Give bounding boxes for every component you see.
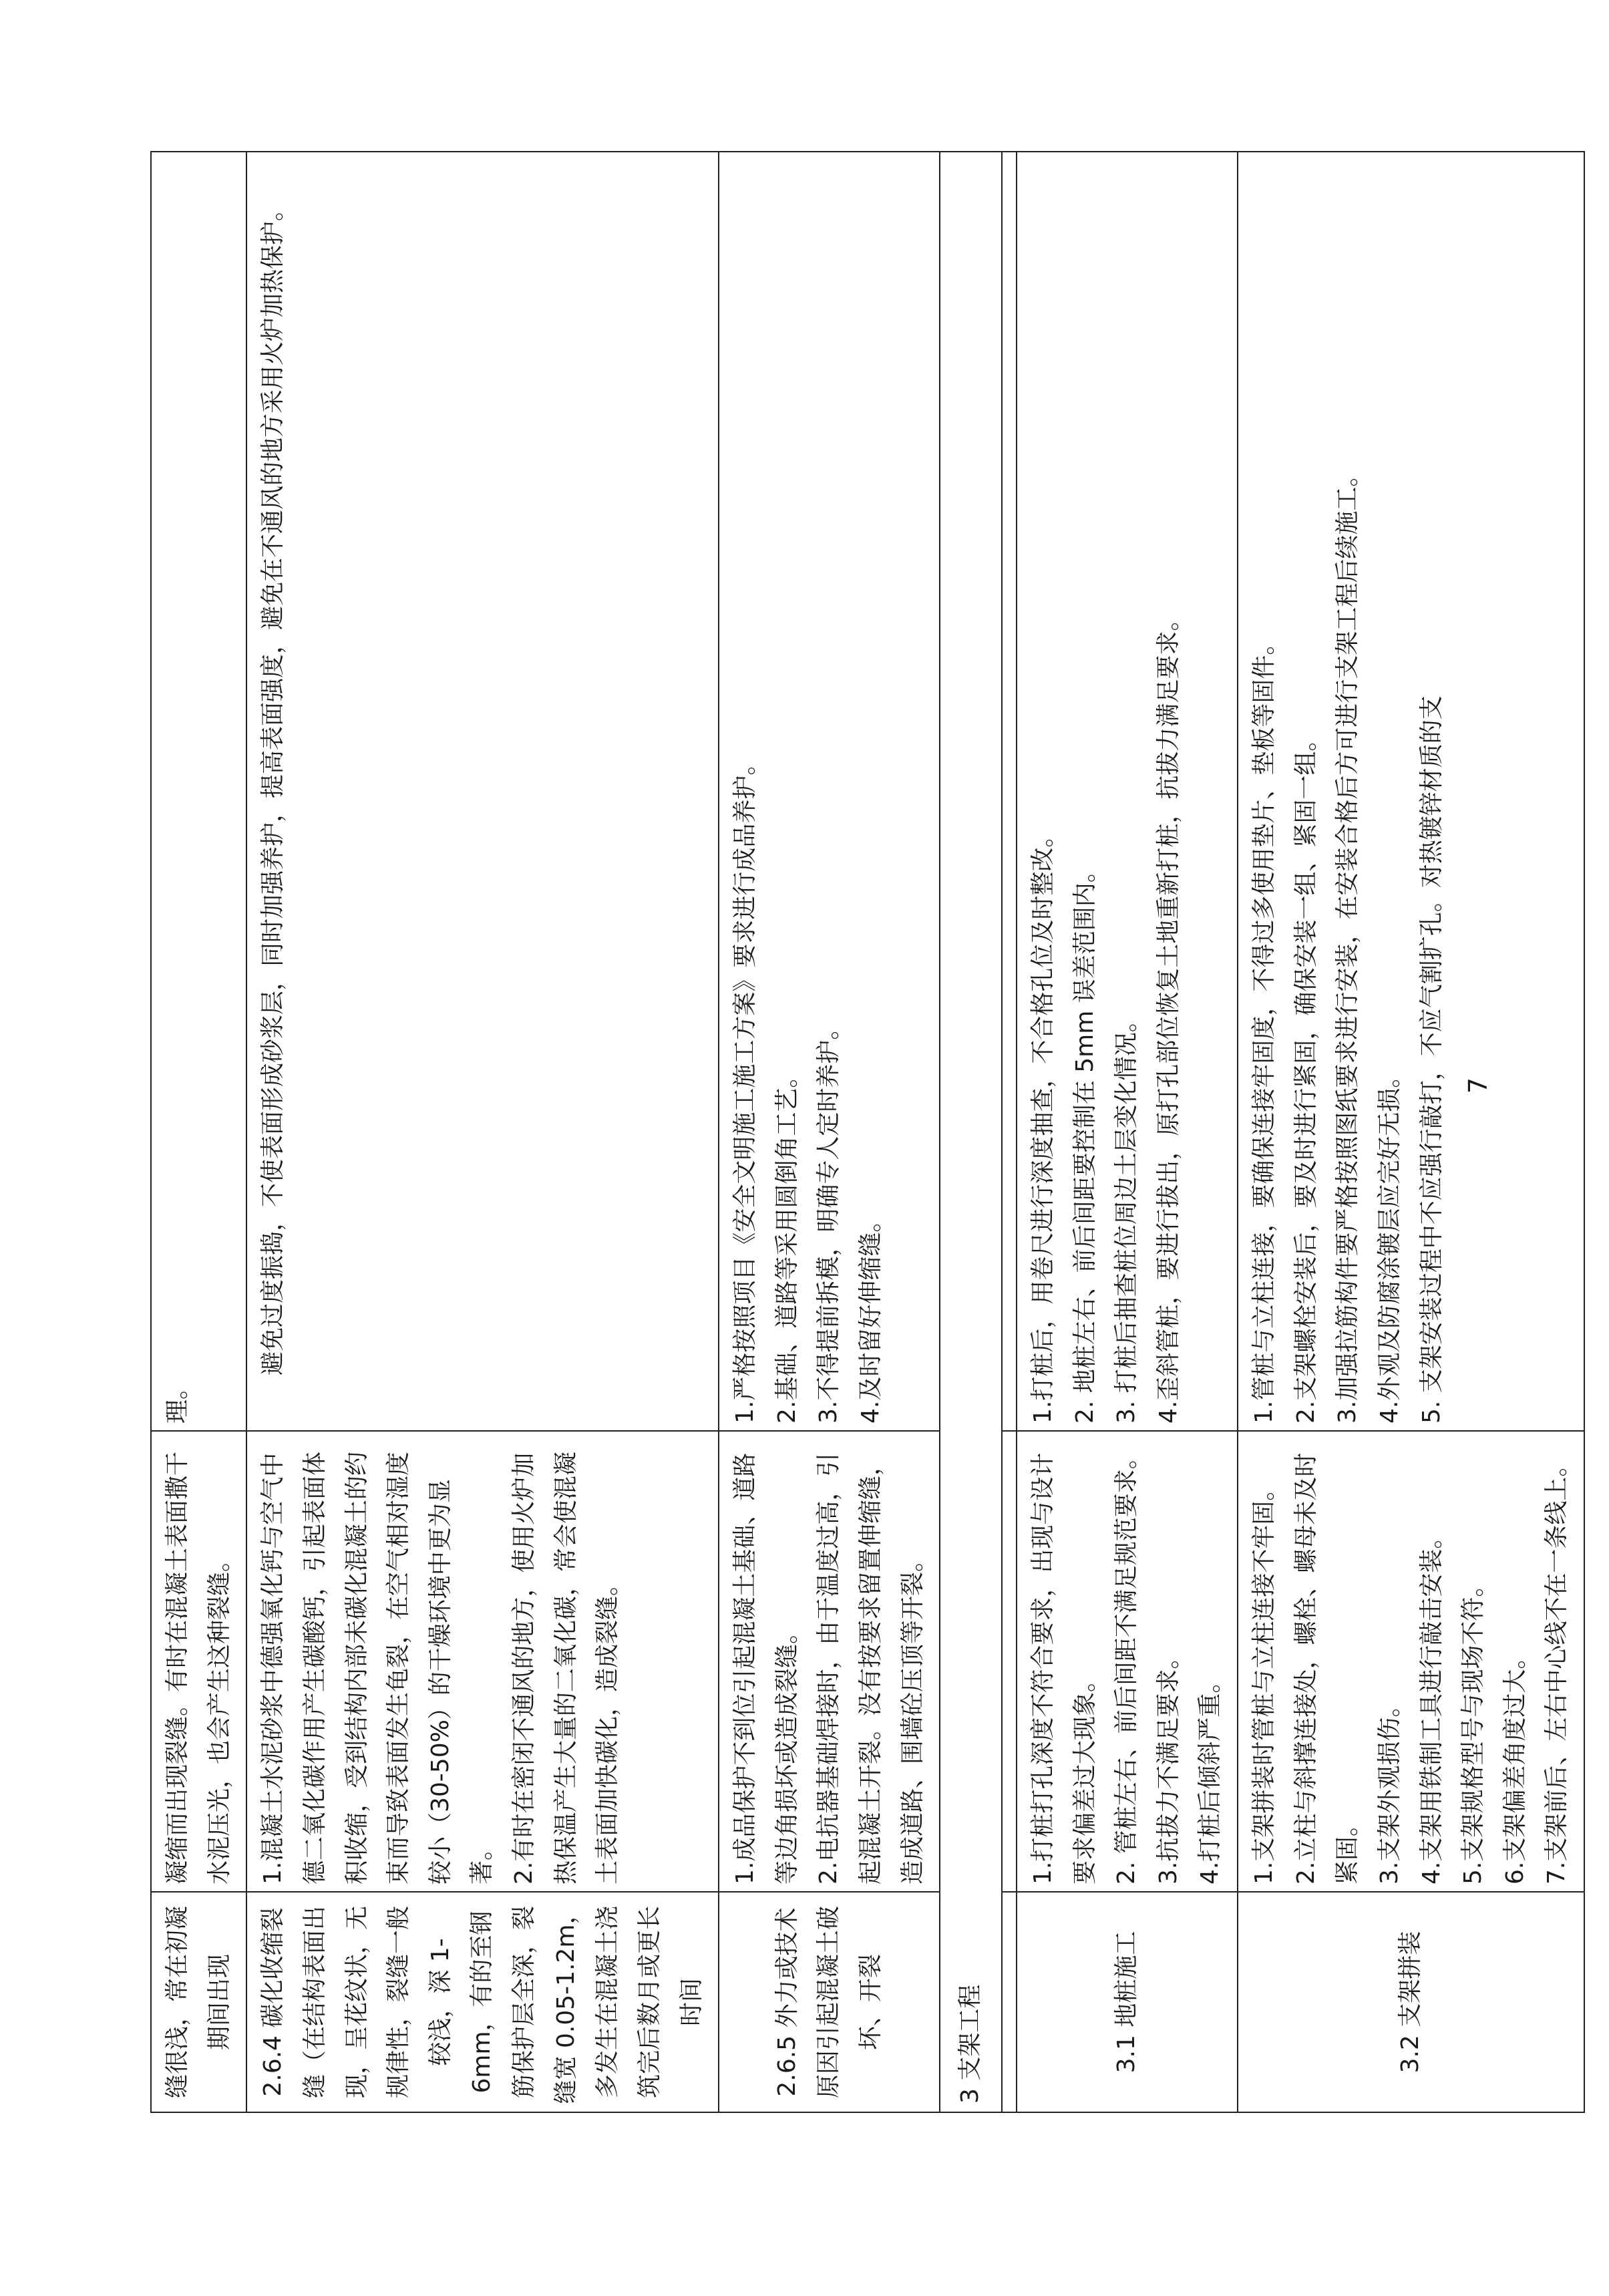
cell-cause — [246, 1431, 719, 1892]
cause-item: 6.支架偏差角度过大。 — [1501, 1645, 1529, 1884]
measure-item: 2.基础、道路等采用圆倒角工艺。 — [773, 1063, 801, 1424]
cell-cause — [1017, 1431, 1238, 1892]
cause-item: 3.支架外观损伤。 — [1375, 1693, 1403, 1884]
rotated-page-content — [150, 152, 1571, 2113]
cause-item: 1.混凝土水泥砂浆中德强氧化钙与空气中德二氧化碳作用产生碳酸钙，引起表面体积收缩，受到结构内部未碳化混凝土的约束而导致表面发生龟裂，在空气相对湿度较小（30-50%）的干燥环境中更为显著。 — [259, 1451, 496, 1884]
measure-item: 3.不得提前拆模，明确专人定时养护。 — [815, 1015, 843, 1424]
section-title: 3 支架工程 — [940, 152, 1002, 2112]
cell-issue: 2.6.4 碳化收缩裂缝（在结构表面出现，呈花纹状，无规律性，裂缝一般较浅，深 1-6mm，有的至钢筋保护层全深，裂缝宽 0.05-1.2m，多发生在混凝土浇筑完后数月或更长时间 — [246, 1892, 719, 2112]
cause-item: 3.抗拔力不满足要求。 — [1154, 1645, 1182, 1884]
cause-item: 1.打桩打孔深度不符合要求，出现与设计要求偏差过大现象。 — [1029, 1452, 1099, 1884]
measure-item: 4.及时留好伸缩缝。 — [857, 1208, 884, 1424]
cause-item: 4.打桩后倾斜严重。 — [1196, 1669, 1224, 1884]
cause-item: 2. 管桩左右、前后间距不满足规范要求。 — [1113, 1445, 1141, 1884]
measure-item: 1.打桩后，用卷尺进行深度抽查，不合格孔位及时整改。 — [1029, 823, 1057, 1424]
measure-item: 1.严格按照项目《安全文明施工施工方案》要求进行成品养护。 — [731, 751, 759, 1424]
measure-item: 5. 支架安装过程中不应强行敲打，不应气割扩孔。对热镀锌材质的支 — [1417, 695, 1445, 1424]
page-number: 7 — [1463, 1077, 1493, 1094]
cell-measure: 理。 — [151, 152, 246, 1431]
cell-measure — [246, 152, 719, 1431]
measure-item: 2.支架螺栓安装后，要及时进行紧固，确保安装一组、紧固一组。 — [1292, 727, 1320, 1424]
table-row-2-6-4 — [246, 152, 719, 2112]
table-row-continuation — [151, 152, 246, 2112]
cause-item: 5.支架规格型号与现场不符。 — [1459, 1573, 1487, 1884]
cell-cause — [1238, 1431, 1584, 1892]
cell-cause: 凝缩而出现裂缝。有时在混凝土表面撒干水泥压光，也会产生这种裂缝。 — [151, 1431, 246, 1892]
cell-issue: 缝很浅，常在初凝期间出现 — [151, 1892, 246, 2112]
measure-item: 3.加强拉筋构件要严格按照图纸要求进行安装，在安装合格后方可进行支架工程后续施工。 — [1334, 462, 1362, 1424]
cause-item: 2.立柱与斜撑连接处，螺栓、螺母未及时紧固。 — [1292, 1452, 1362, 1884]
cause-item: 1.成品保护不到位引起混凝土基础、道路等边角损坏或造成裂缝。 — [731, 1452, 801, 1884]
measure-item: 3. 打桩后抽查桩位周边土层变化情况。 — [1113, 1008, 1141, 1424]
cell-measure — [719, 152, 940, 1431]
table-row-2-6-5 — [719, 152, 940, 2112]
cell-issue: 3.2 支架拼装 — [1238, 1892, 1584, 2112]
cell-cause — [719, 1431, 940, 1892]
measure-item: 4.外观及防腐涂镀层应完好无损。 — [1375, 1063, 1403, 1424]
cell-measure — [1017, 152, 1238, 1431]
measure-item: 2. 地桩左右、前后间距要控制在 5mm 误差范围内。 — [1071, 858, 1099, 1424]
measure-item: 避免过度振捣，不使表面形成砂浆层，同时加强养护，提高表面强度，避免在不通风的地方采用火炉加热保护。 — [259, 196, 287, 1375]
measure-item: 4.歪斜管桩，要进行拔出，原打孔部位恢复土地重新打桩，抗拔力满足要求。 — [1154, 607, 1182, 1424]
section-heading-row — [940, 152, 1002, 2112]
cell-measure — [1238, 152, 1584, 1431]
spacer-row — [1002, 152, 1017, 2112]
cell-issue: 2.6.5 外力或技术原因引起混凝土破坏、开裂 — [719, 1892, 940, 2112]
table-row-3-2 — [1238, 152, 1584, 2112]
measure-item: 1.管桩与立柱连接，要确保连接牢固度，不得过多使用垫片、垫板等固件。 — [1250, 631, 1278, 1424]
cause-item: 7.支架前后、左右中心线不在一条线上。 — [1543, 1452, 1571, 1884]
cause-item: 4.支架用铁制工具进行敲击安装。 — [1417, 1524, 1445, 1884]
quality-control-table — [150, 151, 1585, 2113]
table-row-3-1 — [1017, 152, 1238, 2112]
cause-item: 2.有时在密闭不通风的地方，使用火炉加热保温产生大量的二氧化碳，常会使混凝土表面加快碳化，造成裂缝。 — [510, 1451, 622, 1884]
cause-item: 2.电抗器基础焊接时，由于温度过高，引起混凝土开裂。没有按要求留置伸缩缝，造成道路、围墙砼压顶等开裂。 — [815, 1451, 926, 1884]
cause-item: 1.支架拼装时管桩与立柱连接不牢固。 — [1250, 1476, 1278, 1884]
cell-issue: 3.1 地桩施工 — [1017, 1892, 1238, 2112]
